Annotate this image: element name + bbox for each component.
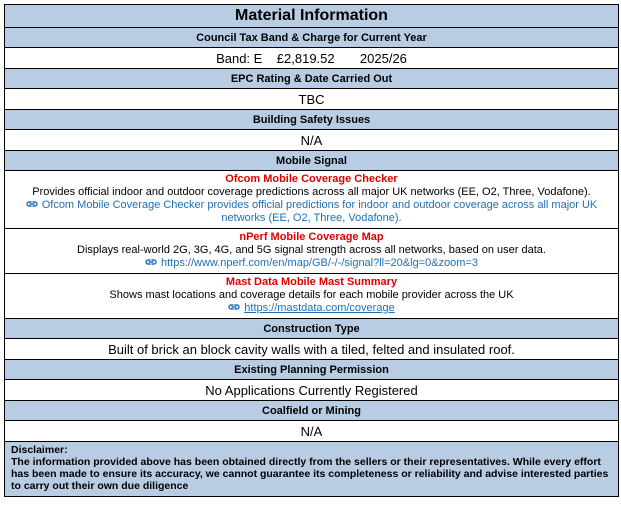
disclaimer-text: The information provided above has been obtained directly from the sellers or their representatives. While every effort has been made to ensure its accuracy, we cannot guarantee its completeness or reliability and advise interested parties to carry out their own due diligence <box>11 456 609 492</box>
planning-value: No Applications Currently Registered <box>5 380 618 401</box>
construction-header: Construction Type <box>5 319 618 339</box>
mobile-signal-header: Mobile Signal <box>5 151 618 171</box>
signal-source-link[interactable] <box>9 199 614 225</box>
coalfield-value: N/A <box>5 421 618 442</box>
signal-source-link-text[interactable]: https://mastdata.com/coverage <box>244 302 395 314</box>
council-tax-value <box>5 48 618 69</box>
signal-source-link[interactable] <box>9 257 614 270</box>
council-tax-header: Council Tax Band & Charge for Current Year <box>5 28 618 48</box>
epc-value: TBC <box>5 89 618 110</box>
link-icon <box>228 302 240 312</box>
signal-source-link-text[interactable]: https://www.nperf.com/en/map/GB/-/-/signal?ll=20&lg=0&zoom=3 <box>160 257 479 269</box>
material-information-table <box>4 4 619 497</box>
signal-source-nperf <box>5 229 618 274</box>
signal-source-link[interactable] <box>9 302 614 315</box>
planning-header: Existing Planning Permission <box>5 360 618 380</box>
building-safety-header: Building Safety Issues <box>5 110 618 130</box>
signal-source-name: nPerf Mobile Coverage Map <box>239 231 384 243</box>
signal-source-description: Provides official indoor and outdoor coverage predictions across all major UK networks (EE, O2, Three, Vodafone). <box>32 186 591 198</box>
disclaimer-label: Disclaimer: <box>11 444 68 456</box>
council-tax-year: 2025/26 <box>359 51 407 66</box>
link-icon <box>26 199 38 209</box>
council-tax-band: Band: E <box>216 51 263 66</box>
construction-value: Built of brick an block cavity walls with a tiled, felted and insulated roof. <box>5 339 618 360</box>
signal-source-name: Mast Data Mobile Mast Summary <box>225 276 398 288</box>
epc-header: EPC Rating & Date Carried Out <box>5 69 618 89</box>
signal-source-description: Shows mast locations and coverage details for each mobile provider across the UK <box>109 289 514 301</box>
signal-source-description: Displays real-world 2G, 3G, 4G, and 5G signal strength across all networks, based on user data. <box>77 244 546 256</box>
coalfield-header: Coalfield or Mining <box>5 401 618 421</box>
disclaimer <box>5 442 618 497</box>
page-title: Material Information <box>5 5 618 28</box>
signal-source-ofcom <box>5 171 618 229</box>
signal-source-link-text[interactable]: Ofcom Mobile Coverage Checker provides official predictions for indoor and outdoor coverage across all major UK networks (EE, O2, Three, Vodafone). <box>41 199 598 224</box>
signal-source-mastdata <box>5 274 618 319</box>
link-icon <box>145 257 157 267</box>
council-tax-charge: £2,819.52 <box>276 51 335 66</box>
building-safety-value: N/A <box>5 130 618 151</box>
signal-source-name: Ofcom Mobile Coverage Checker <box>225 173 398 185</box>
